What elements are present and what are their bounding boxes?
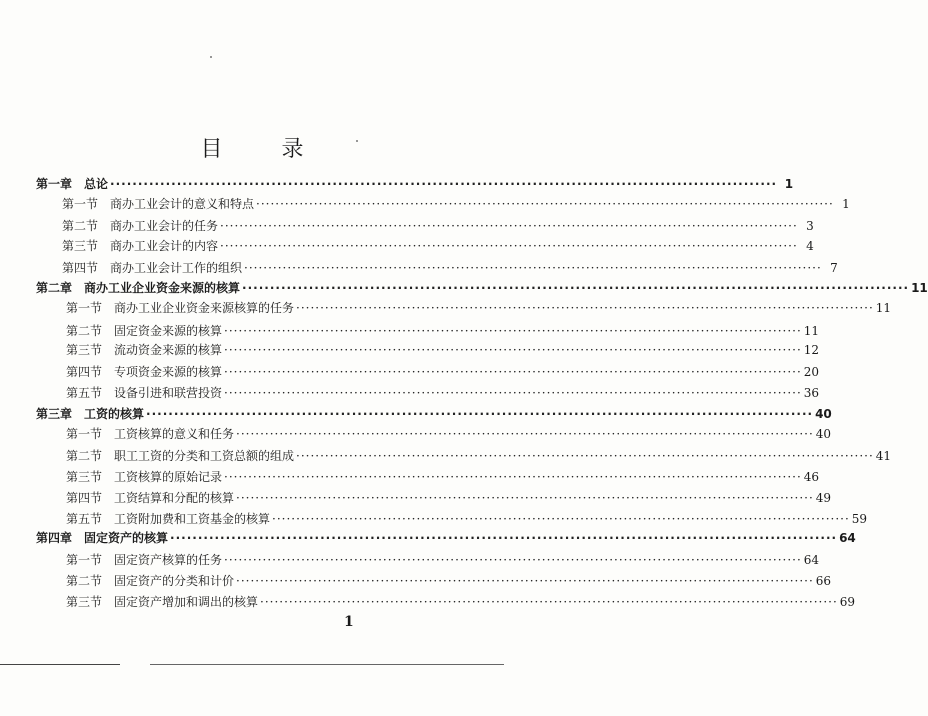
toc-section-entry xyxy=(66,491,832,505)
toc-chapter-entry xyxy=(36,407,832,421)
toc-entry-page: 20 xyxy=(803,365,820,379)
toc-entry-label: 第二章 xyxy=(36,281,73,295)
toc-section-entry xyxy=(66,343,820,357)
toc-entry-title: 固定资产的核算 xyxy=(84,531,169,545)
toc-leader-dots: ························································································································ xyxy=(236,427,814,441)
toc-entry-page: 36 xyxy=(803,386,820,400)
toc-entry-label: 第四节 xyxy=(62,261,99,275)
toc-section-entry xyxy=(66,512,868,526)
toc-entry-label: 第一章 xyxy=(36,177,73,191)
toc-entry-page: 3 xyxy=(806,219,814,233)
toc-section-entry xyxy=(66,365,820,379)
toc-entry-title: 商办工业会计工作的组织 xyxy=(110,261,243,275)
toc-leader-dots: ························································································································ xyxy=(146,407,814,421)
toc-leader-dots: ························································································································ xyxy=(224,343,802,357)
toc-section-entry xyxy=(66,574,832,588)
toc-entry-page: 7 xyxy=(830,261,838,275)
toc-entry-page: 1 xyxy=(784,177,794,191)
toc-entry-page: 11 xyxy=(803,324,820,338)
toc-entry-title: 工资核算的原始记录 xyxy=(114,470,223,484)
toc-entry-label: 第二节 xyxy=(66,574,103,588)
toc-entry-label: 第一节 xyxy=(66,427,103,441)
toc-entry-label: 第二节 xyxy=(66,449,103,463)
toc-section-entry xyxy=(62,197,850,211)
toc-section-entry xyxy=(66,324,820,338)
toc-entry-title: 固定资产增加和调出的核算 xyxy=(114,595,259,609)
toc-entry-title: 工资结算和分配的核算 xyxy=(114,491,235,505)
toc-section-entry xyxy=(66,595,856,609)
toc-entry-label: 第三章 xyxy=(36,407,73,421)
toc-entry-label: 第二节 xyxy=(62,219,99,233)
toc-entry-page: 64 xyxy=(803,553,820,567)
toc-entry-title: 工资的核算 xyxy=(84,407,145,421)
toc-entry-page: 1 xyxy=(842,197,850,211)
scan-edge-line xyxy=(150,664,504,665)
toc-entry-page: 66 xyxy=(815,574,832,588)
scan-speck xyxy=(210,56,212,58)
toc-leader-dots: ························································································································ xyxy=(236,491,814,505)
toc-entry-page: 40 xyxy=(815,407,832,421)
toc-chapter-entry xyxy=(36,531,856,545)
toc-entry-title: 商办工业企业资金来源核算的任务 xyxy=(114,301,295,315)
toc-section-entry xyxy=(66,553,820,567)
toc-entry-page: 49 xyxy=(815,491,832,505)
toc-entry-page: 64 xyxy=(839,531,856,545)
toc-entry-page: 41 xyxy=(875,449,892,463)
toc-leader-dots: ························································································································ xyxy=(236,574,814,588)
scan-speck xyxy=(356,140,358,142)
toc-entry-page: 46 xyxy=(803,470,820,484)
toc-entry-title: 商办工业企业资金来源的核算 xyxy=(84,281,241,295)
toc-entry-title: 商办工业会计的内容 xyxy=(110,239,219,253)
toc-entry-title: 设备引进和联营投资 xyxy=(114,386,223,400)
toc-entry-label: 第一节 xyxy=(66,301,103,315)
page-title: 目 录 xyxy=(200,137,330,162)
toc-entry-page: 11 xyxy=(911,281,928,295)
toc-entry-label: 第三节 xyxy=(66,595,103,609)
toc-leader-dots: ························································································································ xyxy=(224,470,802,484)
toc-leader-dots: ························································································································ xyxy=(224,386,802,400)
toc-leader-dots: ························································································································ xyxy=(242,281,910,295)
toc-entry-label: 第三节 xyxy=(66,470,103,484)
toc-entry-label: 第三节 xyxy=(62,239,99,253)
toc-section-entry xyxy=(66,301,892,315)
toc-leader-dots: ························································································································ xyxy=(296,449,874,463)
toc-entry-title: 工资附加费和工资基金的核算 xyxy=(114,512,271,526)
toc-entry-label: 第三节 xyxy=(66,343,103,357)
toc-entry-label: 第四节 xyxy=(66,365,103,379)
toc-section-entry xyxy=(62,261,838,275)
page-number: 1 xyxy=(344,614,354,630)
toc-entry-page: 69 xyxy=(839,595,856,609)
toc-leader-dots: ························································································································ xyxy=(110,177,778,191)
toc-entry-title: 固定资产的分类和计价 xyxy=(114,574,235,588)
toc-entry-title: 商办工业会计的意义和特点 xyxy=(110,197,255,211)
toc-leader-dots: ························································································································ xyxy=(256,197,834,211)
toc-leader-dots: ························································································································ xyxy=(296,301,874,315)
toc-leader-dots: ························································································································ xyxy=(220,239,798,253)
toc-entry-label: 第一节 xyxy=(62,197,99,211)
toc-entry-title: 专项资金来源的核算 xyxy=(114,365,223,379)
toc-entry-label: 第五节 xyxy=(66,512,103,526)
toc-leader-dots: ························································································································ xyxy=(260,595,838,609)
toc-entry-title: 流动资金来源的核算 xyxy=(114,343,223,357)
toc-section-entry xyxy=(66,386,820,400)
toc-entry-title: 固定资产核算的任务 xyxy=(114,553,223,567)
toc-entry-label: 第五节 xyxy=(66,386,103,400)
toc-entry-label: 第二节 xyxy=(66,324,103,338)
toc-entry-page: 12 xyxy=(803,343,820,357)
toc-leader-dots: ························································································································ xyxy=(272,512,850,526)
toc-entry-page: 4 xyxy=(806,239,814,253)
toc-leader-dots: ························································································································ xyxy=(224,553,802,567)
toc-section-entry xyxy=(66,449,892,463)
toc-entry-title: 职工工资的分类和工资总额的组成 xyxy=(114,449,295,463)
toc-entry-label: 第一节 xyxy=(66,553,103,567)
toc-entry-page: 40 xyxy=(815,427,832,441)
toc-entry-title: 商办工业会计的任务 xyxy=(110,219,219,233)
toc-chapter-entry xyxy=(36,281,928,295)
toc-entry-page: 11 xyxy=(875,301,892,315)
toc-entry-title: 工资核算的意义和任务 xyxy=(114,427,235,441)
toc-entry-title: 总论 xyxy=(84,177,109,191)
toc-leader-dots: ························································································································ xyxy=(220,219,798,233)
toc-leader-dots: ························································································································ xyxy=(224,365,802,379)
toc-section-entry xyxy=(66,427,832,441)
toc-section-entry xyxy=(62,239,814,253)
toc-entry-title: 固定资金来源的核算 xyxy=(114,324,223,338)
toc-entry-page: 59 xyxy=(851,512,868,526)
toc-section-entry xyxy=(62,219,814,233)
toc-entry-label: 第四章 xyxy=(36,531,73,545)
toc-entry-label: 第四节 xyxy=(66,491,103,505)
toc-leader-dots: ························································································································ xyxy=(224,324,802,338)
toc-chapter-entry xyxy=(36,177,794,191)
toc-section-entry xyxy=(66,470,820,484)
toc-leader-dots: ························································································································ xyxy=(244,261,822,275)
scan-edge-line xyxy=(0,664,120,665)
toc-leader-dots: ························································································································ xyxy=(170,531,838,545)
